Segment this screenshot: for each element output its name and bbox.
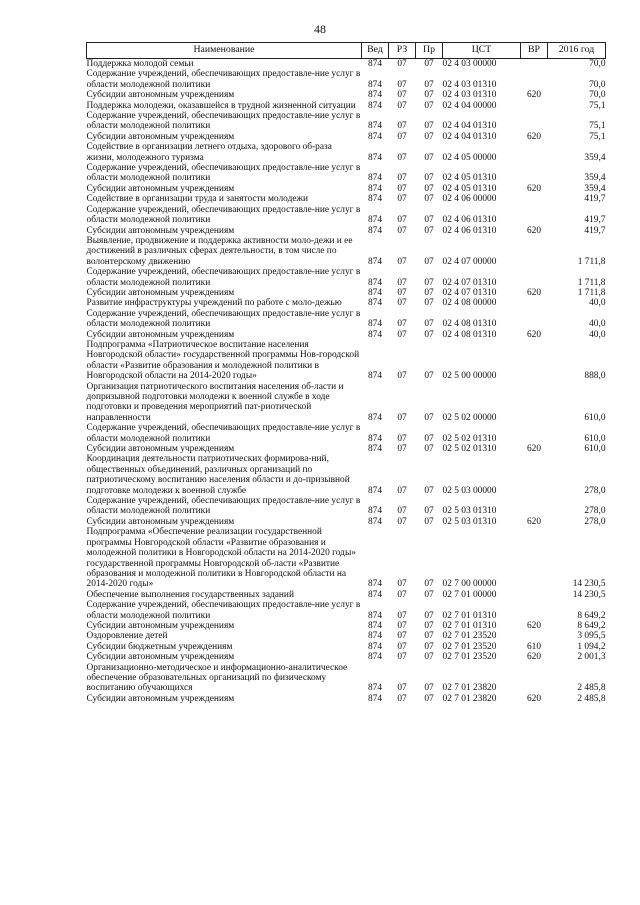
row-ved: 874	[367, 329, 383, 340]
row-ved: 874	[367, 589, 383, 600]
row-pr: 07	[424, 516, 434, 527]
table-row	[87, 663, 606, 694]
row-ved: 874	[367, 100, 383, 111]
row-cst: 02 7 01 23820	[442, 683, 497, 694]
row-cst: 02 7 01 23520	[442, 641, 497, 652]
row-vr	[521, 600, 548, 621]
row-cst: 02 7 01 00000	[442, 589, 497, 600]
row-amount: 888,0	[584, 371, 606, 382]
row-amount: 2 485,8	[577, 693, 606, 704]
row-ved: 874	[367, 90, 383, 101]
row-amount: 14 230,5	[572, 589, 606, 600]
row-vr	[521, 194, 548, 204]
table-row	[87, 621, 606, 631]
row-vr: 620	[526, 693, 542, 704]
header-amount: 2016 год	[548, 43, 606, 59]
row-ved: 874	[367, 121, 383, 132]
row-rz: 07	[397, 444, 407, 455]
table-row	[87, 600, 606, 621]
row-vr	[521, 111, 548, 132]
row-vr	[521, 309, 548, 330]
row-vr	[521, 205, 548, 226]
row-cst: 02 4 07 00000	[442, 256, 497, 267]
row-ved: 874	[367, 444, 383, 455]
row-cst: 02 4 07 01310	[442, 277, 497, 288]
row-amount: 278,0	[584, 485, 606, 496]
row-ved: 874	[367, 652, 383, 663]
row-amount: 1 094,2	[577, 641, 606, 652]
row-rz: 07	[397, 433, 407, 444]
row-vr: 620	[526, 287, 542, 298]
row-vr: 620	[526, 652, 542, 663]
row-vr	[521, 340, 548, 382]
row-cst: 02 4 08 01310	[442, 319, 497, 330]
table-row	[87, 142, 606, 163]
row-cst: 02 7 00 00000	[442, 579, 497, 590]
row-name: Субсидии автономным учреждениям	[86, 287, 235, 298]
row-name: Содержание учреждений, обеспечивающих предоставле-ние услуг в области молодежной политики	[86, 496, 361, 517]
row-pr: 07	[424, 183, 434, 194]
row-vr: 620	[526, 131, 542, 142]
row-rz: 07	[397, 412, 407, 423]
row-vr: 610	[526, 641, 542, 652]
row-ved: 874	[367, 256, 383, 267]
row-rz: 07	[397, 277, 407, 288]
row-amount: 419,7	[584, 194, 606, 205]
row-vr	[521, 236, 548, 267]
table-row	[87, 340, 606, 382]
table-row	[87, 184, 606, 194]
row-amount: 70,0	[589, 59, 606, 69]
row-rz: 07	[397, 683, 407, 694]
row-rz: 07	[397, 215, 407, 226]
table-row	[87, 288, 606, 298]
table-row	[87, 69, 606, 90]
row-pr: 07	[424, 433, 434, 444]
row-amount: 278,0	[584, 516, 606, 527]
row-vr: 620	[526, 329, 542, 340]
row-amount: 359,4	[584, 173, 606, 184]
row-ved: 874	[367, 485, 383, 496]
header-pr: Пр	[416, 43, 443, 59]
table-row	[87, 226, 606, 236]
row-pr: 07	[424, 371, 434, 382]
row-amount: 419,7	[584, 215, 606, 226]
row-name: Организация патриотического воспитания населения об-ласти и допризывной подготовки молодежи к военной службе в ходе подготовки и проведения мероприятий пат-риотической направленности	[86, 381, 344, 423]
table-row	[87, 330, 606, 340]
row-vr	[521, 382, 548, 424]
row-name: Содержание учреждений, обеспечивающих предоставле-ние услуг в области молодежной политики	[86, 163, 361, 184]
row-vr	[521, 163, 548, 184]
row-vr: 620	[526, 183, 542, 194]
row-name: Координация деятельности патриотических формирова-ний, общественных объединений, различных организаций по патриотическому воспитанию населения области и до-призывной подготовке молодежи к военной службе	[86, 454, 350, 496]
row-ved: 874	[367, 433, 383, 444]
row-cst: 02 4 08 00000	[442, 298, 497, 309]
page-number: 48	[314, 22, 326, 36]
row-amount: 75,1	[589, 131, 606, 142]
row-pr: 07	[424, 412, 434, 423]
row-name: Оздоровление детей	[86, 631, 168, 642]
table-row	[87, 694, 606, 704]
row-cst: 02 4 04 01310	[442, 121, 497, 132]
table-row	[87, 298, 606, 308]
row-name: Обеспечение выполнения государственных заданий	[86, 589, 294, 600]
row-ved: 874	[367, 152, 383, 163]
row-name: Организационно-методическое и информационно-аналитическое обеспечение образовательных организаций по физическому воспитанию обучающихся	[86, 662, 348, 694]
row-ved: 874	[367, 641, 383, 652]
row-vr	[521, 590, 548, 600]
row-rz: 07	[397, 287, 407, 298]
row-cst: 02 4 03 01310	[442, 79, 497, 90]
row-pr: 07	[424, 215, 434, 226]
row-pr: 07	[424, 90, 434, 101]
row-rz: 07	[397, 79, 407, 90]
row-cst: 02 4 06 00000	[442, 194, 497, 205]
row-vr	[521, 298, 548, 308]
table-row	[87, 652, 606, 662]
row-rz: 07	[397, 579, 407, 590]
table-row	[87, 236, 606, 267]
row-vr	[521, 69, 548, 90]
row-pr: 07	[424, 298, 434, 309]
row-name: Субсидии автономным учреждениям	[86, 693, 235, 704]
row-ved: 874	[367, 59, 383, 69]
row-pr: 07	[424, 319, 434, 330]
row-pr: 07	[424, 589, 434, 600]
row-rz: 07	[397, 371, 407, 382]
table-row	[87, 101, 606, 111]
row-rz: 07	[397, 131, 407, 142]
row-rz: 07	[397, 589, 407, 600]
row-vr: 620	[526, 516, 542, 527]
row-pr: 07	[424, 131, 434, 142]
table-row	[87, 59, 606, 70]
row-pr: 07	[424, 652, 434, 663]
header-rz: РЗ	[389, 43, 416, 59]
row-vr	[521, 101, 548, 111]
row-cst: 02 5 02 01310	[442, 433, 497, 444]
row-ved: 874	[367, 506, 383, 517]
row-vr: 620	[526, 90, 542, 101]
row-ved: 874	[367, 319, 383, 330]
row-rz: 07	[397, 631, 407, 642]
row-cst: 02 4 06 01310	[442, 225, 497, 236]
table-row	[87, 163, 606, 184]
row-ved: 874	[367, 631, 383, 642]
row-ved: 874	[367, 516, 383, 527]
row-ved: 874	[367, 287, 383, 298]
row-amount: 610,0	[584, 433, 606, 444]
row-vr: 620	[526, 620, 542, 631]
table-row	[87, 517, 606, 527]
row-ved: 874	[367, 371, 383, 382]
row-pr: 07	[424, 631, 434, 642]
header-vr: ВР	[521, 43, 548, 59]
table-row	[87, 642, 606, 652]
row-cst: 02 5 03 01310	[442, 516, 497, 527]
row-ved: 874	[367, 225, 383, 236]
row-cst: 02 4 03 00000	[442, 59, 497, 69]
row-pr: 07	[424, 225, 434, 236]
row-rz: 07	[397, 516, 407, 527]
row-vr	[521, 454, 548, 496]
row-name: Поддержка молодежи, оказавшейся в трудной жизненной ситуации	[86, 100, 356, 111]
budget-table	[86, 42, 606, 704]
row-amount: 278,0	[584, 506, 606, 517]
row-pr: 07	[424, 610, 434, 621]
row-name: Субсидии автономным учреждениям	[86, 444, 235, 455]
row-name: Субсидии автономным учреждениям	[86, 183, 235, 194]
row-pr: 07	[424, 59, 434, 69]
row-name: Развитие инфраструктуры учреждений по работе с моло-дежью	[86, 298, 342, 309]
row-rz: 07	[397, 641, 407, 652]
row-name: Содержание учреждений, обеспечивающих предоставле-ние услуг в области молодежной политики	[86, 423, 361, 444]
row-pr: 07	[424, 277, 434, 288]
row-vr	[521, 423, 548, 444]
row-name: Подпрограмма «Патриотическое воспитание населения Новгородской области» государственной программы Нов-городской области «Развитие образования и молодежной политики в Новгородской области на 2014-2020 годы»	[86, 339, 360, 382]
row-rz: 07	[397, 620, 407, 631]
row-rz: 07	[397, 485, 407, 496]
row-cst: 02 4 05 01310	[442, 183, 497, 194]
row-pr: 07	[424, 579, 434, 590]
row-rz: 07	[397, 183, 407, 194]
table-row	[87, 382, 606, 424]
row-vr	[521, 663, 548, 694]
row-amount: 40,0	[589, 319, 606, 330]
row-vr	[521, 59, 548, 70]
row-cst: 02 5 00 00000	[442, 371, 497, 382]
table-row	[87, 496, 606, 517]
row-pr: 07	[424, 506, 434, 517]
row-rz: 07	[397, 319, 407, 330]
row-name: Поддержка молодой семьи	[86, 59, 194, 69]
row-cst: 02 4 05 00000	[442, 152, 497, 163]
row-name: Субсидии автономным учреждениям	[86, 131, 235, 142]
row-rz: 07	[397, 121, 407, 132]
row-name: Субсидии автономным учреждениям	[86, 652, 235, 663]
row-ved: 874	[367, 579, 383, 590]
table-row	[87, 205, 606, 226]
row-rz: 07	[397, 194, 407, 205]
row-rz: 07	[397, 152, 407, 163]
row-cst: 02 5 03 01310	[442, 506, 497, 517]
row-cst: 02 4 04 01310	[442, 131, 497, 142]
row-name: Содействие в организации летнего отдыха, здорового об-раза жизни, молодежного туризма	[86, 142, 332, 163]
row-amount: 70,0	[589, 79, 606, 90]
row-rz: 07	[397, 329, 407, 340]
row-rz: 07	[397, 59, 407, 69]
row-ved: 874	[367, 693, 383, 704]
table-row	[87, 309, 606, 330]
row-name: Содействие в организации труда и занятости молодежи	[86, 194, 309, 205]
row-name: Содержание учреждений, обеспечивающих предоставле-ние услуг в области молодежной политики	[86, 267, 361, 288]
row-vr: 620	[526, 225, 542, 236]
row-cst: 02 5 02 00000	[442, 412, 497, 423]
row-rz: 07	[397, 100, 407, 111]
row-amount: 610,0	[584, 412, 606, 423]
row-rz: 07	[397, 298, 407, 309]
row-name: Подпрограмма «Обеспечение реализации государственной программы Новгородской области «Развитие образования и молодежной политики в Новгородской области на 2014-2020 годы» государственной программы Новгородской об-ласти «Развитие образования и молодежной политики в Новгородской области на 2014-2020 годы»	[86, 527, 356, 590]
header-ved: Вед	[362, 43, 389, 59]
row-rz: 07	[397, 173, 407, 184]
row-ved: 874	[367, 183, 383, 194]
table-row	[87, 423, 606, 444]
row-name: Содержание учреждений, обеспечивающих предоставле-ние услуг в области молодежной политики	[86, 111, 361, 132]
row-pr: 07	[424, 121, 434, 132]
row-pr: 07	[424, 683, 434, 694]
row-pr: 07	[424, 256, 434, 267]
row-ved: 874	[367, 620, 383, 631]
table-row	[87, 132, 606, 142]
row-ved: 874	[367, 215, 383, 226]
row-rz: 07	[397, 256, 407, 267]
row-rz: 07	[397, 90, 407, 101]
table-row	[87, 267, 606, 288]
row-pr: 07	[424, 173, 434, 184]
row-cst: 02 4 06 01310	[442, 215, 497, 226]
row-amount: 610,0	[584, 444, 606, 455]
row-vr	[521, 267, 548, 288]
table-row	[87, 90, 606, 100]
row-pr: 07	[424, 194, 434, 205]
table-row	[87, 111, 606, 132]
row-ved: 874	[367, 610, 383, 621]
row-amount: 8 649,2	[577, 610, 606, 621]
row-rz: 07	[397, 652, 407, 663]
row-cst: 02 7 01 01310	[442, 620, 497, 631]
row-vr	[521, 631, 548, 641]
row-vr	[521, 496, 548, 517]
table-row	[87, 590, 606, 600]
row-vr: 620	[526, 444, 542, 455]
row-rz: 07	[397, 225, 407, 236]
row-amount: 2 485,8	[577, 683, 606, 694]
row-cst: 02 7 01 01310	[442, 610, 497, 621]
row-name: Субсидии автономным учреждениям	[86, 620, 235, 631]
row-name: Субсидии автономным учреждениям	[86, 329, 235, 340]
row-cst: 02 4 07 01310	[442, 287, 497, 298]
row-cst: 02 7 01 23520	[442, 631, 497, 642]
row-amount: 3 095,5	[577, 631, 606, 642]
row-cst: 02 4 03 01310	[442, 90, 497, 101]
header-name: Наименование	[87, 43, 362, 59]
row-cst: 02 5 03 00000	[442, 485, 497, 496]
row-amount: 14 230,5	[572, 579, 606, 590]
row-amount: 75,1	[589, 100, 606, 111]
row-ved: 874	[367, 194, 383, 205]
row-vr	[521, 527, 548, 589]
table-row	[87, 194, 606, 204]
row-name: Субсидии автономным учреждениям	[86, 225, 235, 236]
row-ved: 874	[367, 277, 383, 288]
row-amount: 2 001,3	[577, 652, 606, 663]
row-pr: 07	[424, 641, 434, 652]
row-vr	[521, 142, 548, 163]
row-pr: 07	[424, 693, 434, 704]
row-amount: 1 711,8	[577, 287, 606, 298]
row-pr: 07	[424, 152, 434, 163]
row-rz: 07	[397, 610, 407, 621]
table-header-row	[87, 43, 606, 59]
row-amount: 419,7	[584, 225, 606, 236]
row-amount: 1 711,8	[577, 256, 606, 267]
row-amount: 75,1	[589, 121, 606, 132]
row-name: Содержание учреждений, обеспечивающих предоставле-ние услуг в области молодежной политики	[86, 600, 361, 621]
row-cst: 02 5 02 01310	[442, 444, 497, 455]
row-cst: 02 4 04 00000	[442, 100, 497, 111]
row-amount: 70,0	[589, 90, 606, 101]
row-pr: 07	[424, 329, 434, 340]
table-row	[87, 444, 606, 454]
row-amount: 8 649,2	[577, 620, 606, 631]
row-pr: 07	[424, 287, 434, 298]
row-amount: 40,0	[589, 329, 606, 340]
row-ved: 874	[367, 412, 383, 423]
row-ved: 874	[367, 298, 383, 309]
table-body	[87, 59, 606, 705]
row-ved: 874	[367, 131, 383, 142]
row-ved: 874	[367, 173, 383, 184]
row-cst: 02 7 01 23820	[442, 693, 497, 704]
row-ved: 874	[367, 683, 383, 694]
table-row	[87, 454, 606, 496]
row-amount: 1 711,8	[577, 277, 606, 288]
row-rz: 07	[397, 506, 407, 517]
table-row	[87, 631, 606, 641]
row-name: Выявление, продвижение и поддержка активности моло-дежи и ее достижений в различных сферах деятельности, в том числе по волонтерскому движению	[86, 235, 353, 267]
row-amount: 359,4	[584, 183, 606, 194]
row-cst: 02 7 01 23520	[442, 652, 497, 663]
row-name: Субсидии автономным учреждениям	[86, 516, 235, 527]
row-pr: 07	[424, 444, 434, 455]
row-name: Субсидии бюджетным учреждениям	[86, 641, 233, 652]
row-ved: 874	[367, 79, 383, 90]
row-pr: 07	[424, 100, 434, 111]
header-cst: ЦСТ	[443, 43, 521, 59]
row-pr: 07	[424, 485, 434, 496]
row-amount: 359,4	[584, 152, 606, 163]
row-name: Содержание учреждений, обеспечивающих предоставле-ние услуг в области молодежной политики	[86, 204, 361, 226]
row-name: Содержание учреждений, обеспечивающих предоставле-ние услуг в области молодежной политики	[86, 69, 361, 90]
row-name: Субсидии автономным учреждениям	[86, 90, 235, 101]
row-cst: 02 4 05 01310	[442, 173, 497, 184]
row-amount: 40,0	[589, 298, 606, 309]
row-rz: 07	[397, 693, 407, 704]
row-pr: 07	[424, 620, 434, 631]
table-row	[87, 527, 606, 589]
row-name: Содержание учреждений, обеспечивающих предоставле-ние услуг в области молодежной политики	[86, 308, 361, 330]
row-cst: 02 4 08 01310	[442, 329, 497, 340]
row-pr: 07	[424, 79, 434, 90]
